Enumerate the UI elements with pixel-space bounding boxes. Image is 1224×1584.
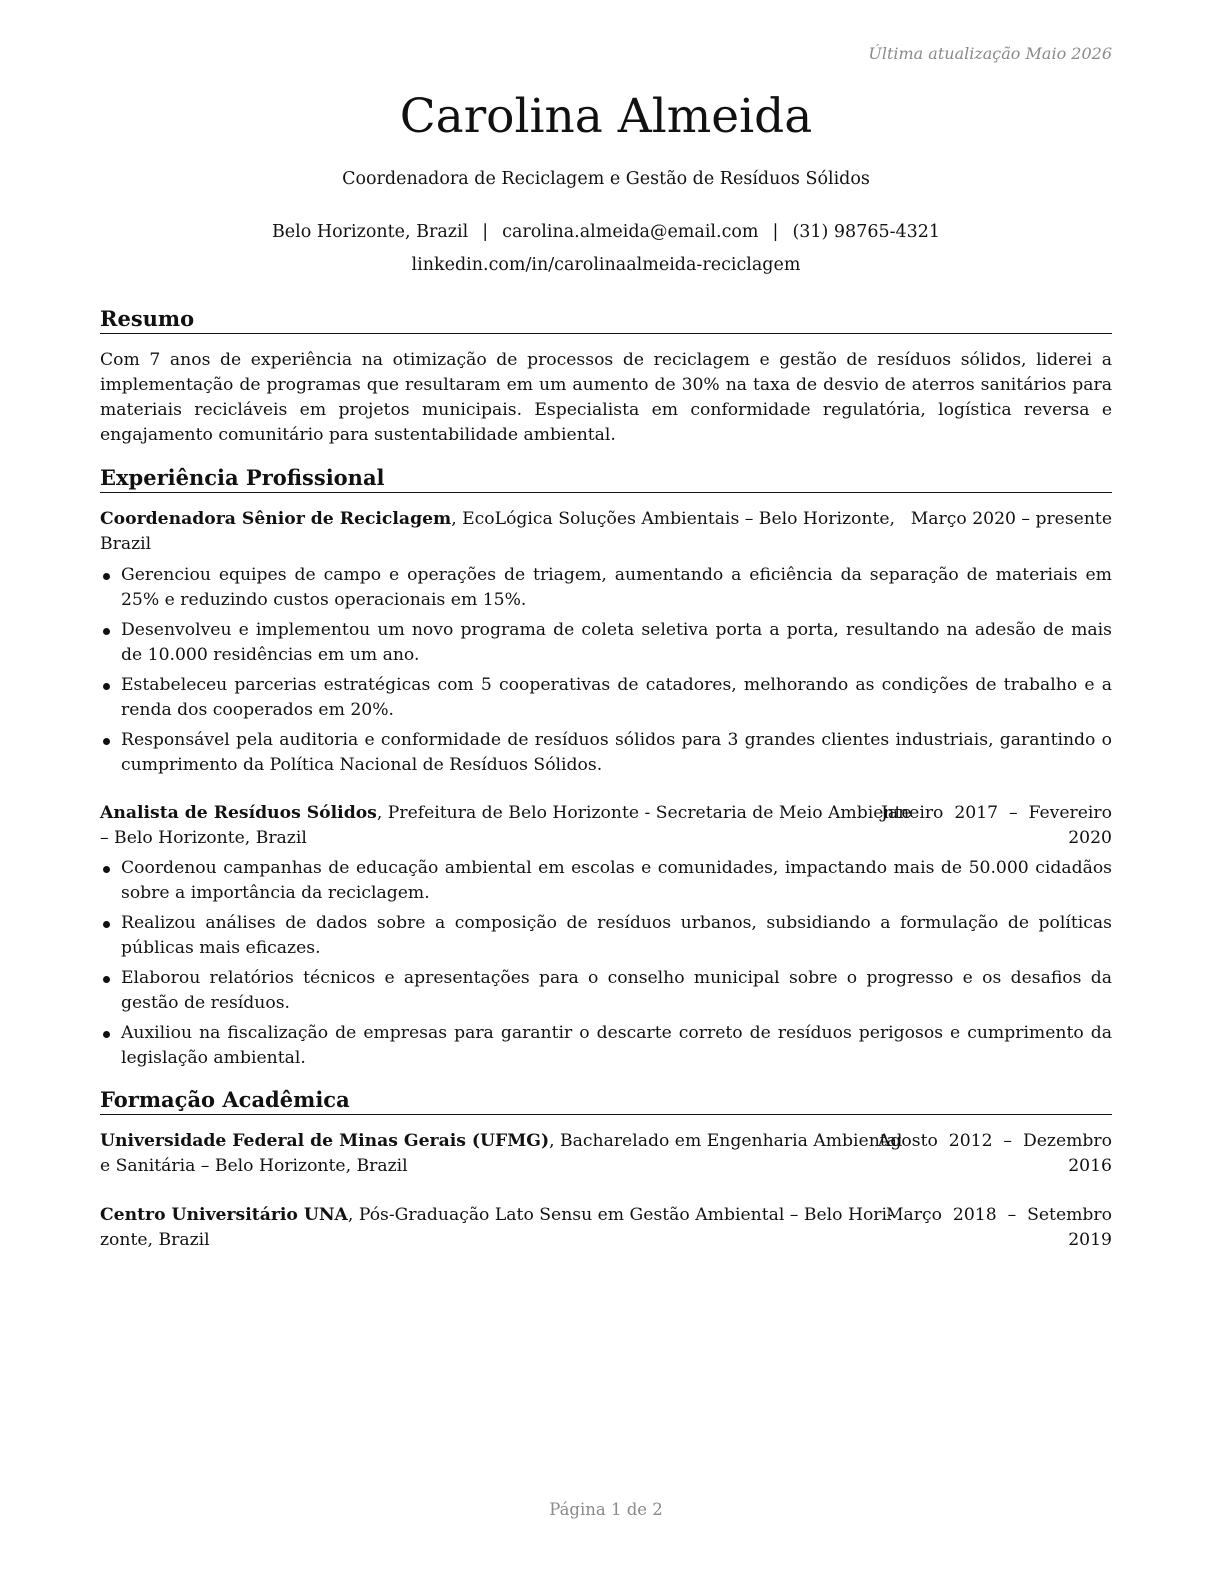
education-school: Universidade Federal de Minas Gerais (UFMG)	[100, 1131, 550, 1151]
education-item	[100, 1129, 1112, 1179]
job-org: , Prefeitura de Belo Horizonte - Secretaria de Meio Ambiente	[376, 803, 912, 823]
job-dates	[911, 507, 1112, 532]
candidate-tagline: Coordenadora de Reciclagem e Gestão de Resíduos Sólidos	[342, 169, 870, 189]
bullet-icon	[103, 573, 110, 580]
list-item: Coordenou campanhas de educação ambiental em escolas e comunidades, impactando mais de 50.000 cidadãos sobre a importância da reciclagem.	[100, 856, 1112, 906]
list-item: Auxiliou na fiscalização de empresas para garantir o descarte correto de resíduos perigosos e cumprimento da legislação ambiental.	[100, 1021, 1112, 1071]
education-dates-line2: 2019	[1068, 1230, 1112, 1250]
education-degree: , Pós-Graduação Lato Sensu em Gestão Ambiental – Belo Hori-	[347, 1205, 893, 1225]
contact-separator: |	[772, 222, 779, 242]
education-item	[100, 1203, 1112, 1253]
section-heading-summary: Resumo	[100, 305, 1112, 334]
contact-line	[100, 220, 1112, 244]
bullet-icon	[103, 738, 110, 745]
summary-text: Com 7 anos de experiência na otimização de processos de reciclagem e gestão de resíduos sólidos, liderei a implementação de programas que resultaram em um aumento de 30% na taxa de desvio de aterros sanitários para materiais recicláveis em projetos municipais. Especialista em conformidade regulatória, logística reversa e engajamento comunitário para sustentabilidade ambiental.	[100, 350, 1112, 445]
education-degree-cont: zonte, Brazil	[100, 1230, 210, 1250]
list-item: Responsável pela auditoria e conformidade de resíduos sólidos para 3 grandes clientes industriais, garantindo o cumprimento da Política Nacional de Resíduos Sólidos.	[100, 728, 1112, 778]
job-dates	[881, 801, 1112, 851]
section-heading-experience: Experiência Profissional	[100, 464, 1112, 493]
job-header	[100, 507, 1112, 557]
bullet-icon	[103, 976, 110, 983]
job-title-line	[100, 801, 912, 851]
job-title-line	[100, 507, 895, 557]
list-item: Gerenciou equipes de campo e operações de triagem, aumentando a eficiência da separação de materiais em 25% e reduzindo custos operacionais em 15%.	[100, 563, 1112, 613]
education-degree: , Bacharelado em Engenharia Ambiental	[549, 1131, 903, 1151]
contact-linkedin[interactable]: linkedin.com/in/carolinaalmeida-reciclagem	[411, 255, 801, 275]
list-item: Estabeleceu parcerias estratégicas com 5 cooperativas de catadores, melhorando as condições de trabalho e a renda dos cooperados em 20%.	[100, 673, 1112, 723]
contact-phone: (31) 98765-4321	[792, 222, 941, 242]
resume-page	[100, 0, 1112, 1584]
contact-location: Belo Horizonte, Brazil	[271, 222, 469, 242]
education-dates	[878, 1129, 1112, 1179]
job-title: Analista de Resíduos Sólidos	[100, 803, 377, 823]
last-updated: Última atualização Maio 2026	[868, 44, 1112, 63]
job-org-cont: – Belo Horizonte, Brazil	[100, 828, 307, 848]
job-org-cont: Brazil	[100, 534, 152, 554]
page-number: Página 1 de 2	[549, 1500, 663, 1519]
job-title: Coordenadora Sênior de Reciclagem	[100, 509, 452, 529]
list-item: Desenvolveu e implementou um novo programa de coleta seletiva porta a porta, resultando na adesão de mais de 10.000 residências em um ano.	[100, 618, 1112, 668]
bullet-icon	[103, 683, 110, 690]
education-title-line	[100, 1129, 902, 1179]
job-dates-line2: 2020	[1068, 828, 1112, 848]
contact-separator: |	[482, 222, 489, 242]
job-header	[100, 801, 1112, 851]
contact-email[interactable]: carolina.almeida@email.com	[502, 222, 759, 242]
job-bullets	[100, 856, 1112, 1076]
education-dates-line2: 2016	[1068, 1156, 1112, 1176]
education-degree-cont: e Sanitária – Belo Horizonte, Brazil	[100, 1156, 408, 1176]
education-dates-line1: Março 2018 – Setembro	[885, 1205, 1112, 1225]
bullet-icon	[103, 1031, 110, 1038]
bullet-icon	[103, 628, 110, 635]
job-dates-line1: Janeiro 2017 – Fevereiro	[880, 803, 1112, 823]
list-item: Realizou análises de dados sobre a composição de resíduos urbanos, subsidiando a formulação de políticas públicas mais eficazes.	[100, 911, 1112, 961]
education-dates	[886, 1203, 1112, 1253]
list-item: Elaborou relatórios técnicos e apresentações para o conselho municipal sobre o progresso e os desafios da gestão de resíduos.	[100, 966, 1112, 1016]
education-school: Centro Universitário UNA	[100, 1205, 348, 1225]
candidate-name: Carolina Almeida	[399, 89, 813, 144]
job-dates-line1: Março 2020 – presente	[910, 509, 1112, 529]
bullet-icon	[103, 866, 110, 873]
job-bullets	[100, 563, 1112, 783]
education-title-line	[100, 1203, 893, 1253]
education-dates-line1: Agosto 2012 – Dezembro	[878, 1131, 1112, 1151]
job-org: , EcoLógica Soluções Ambientais – Belo Horizonte,	[451, 509, 895, 529]
bullet-icon	[103, 921, 110, 928]
section-heading-education: Formação Acadêmica	[100, 1086, 1112, 1115]
